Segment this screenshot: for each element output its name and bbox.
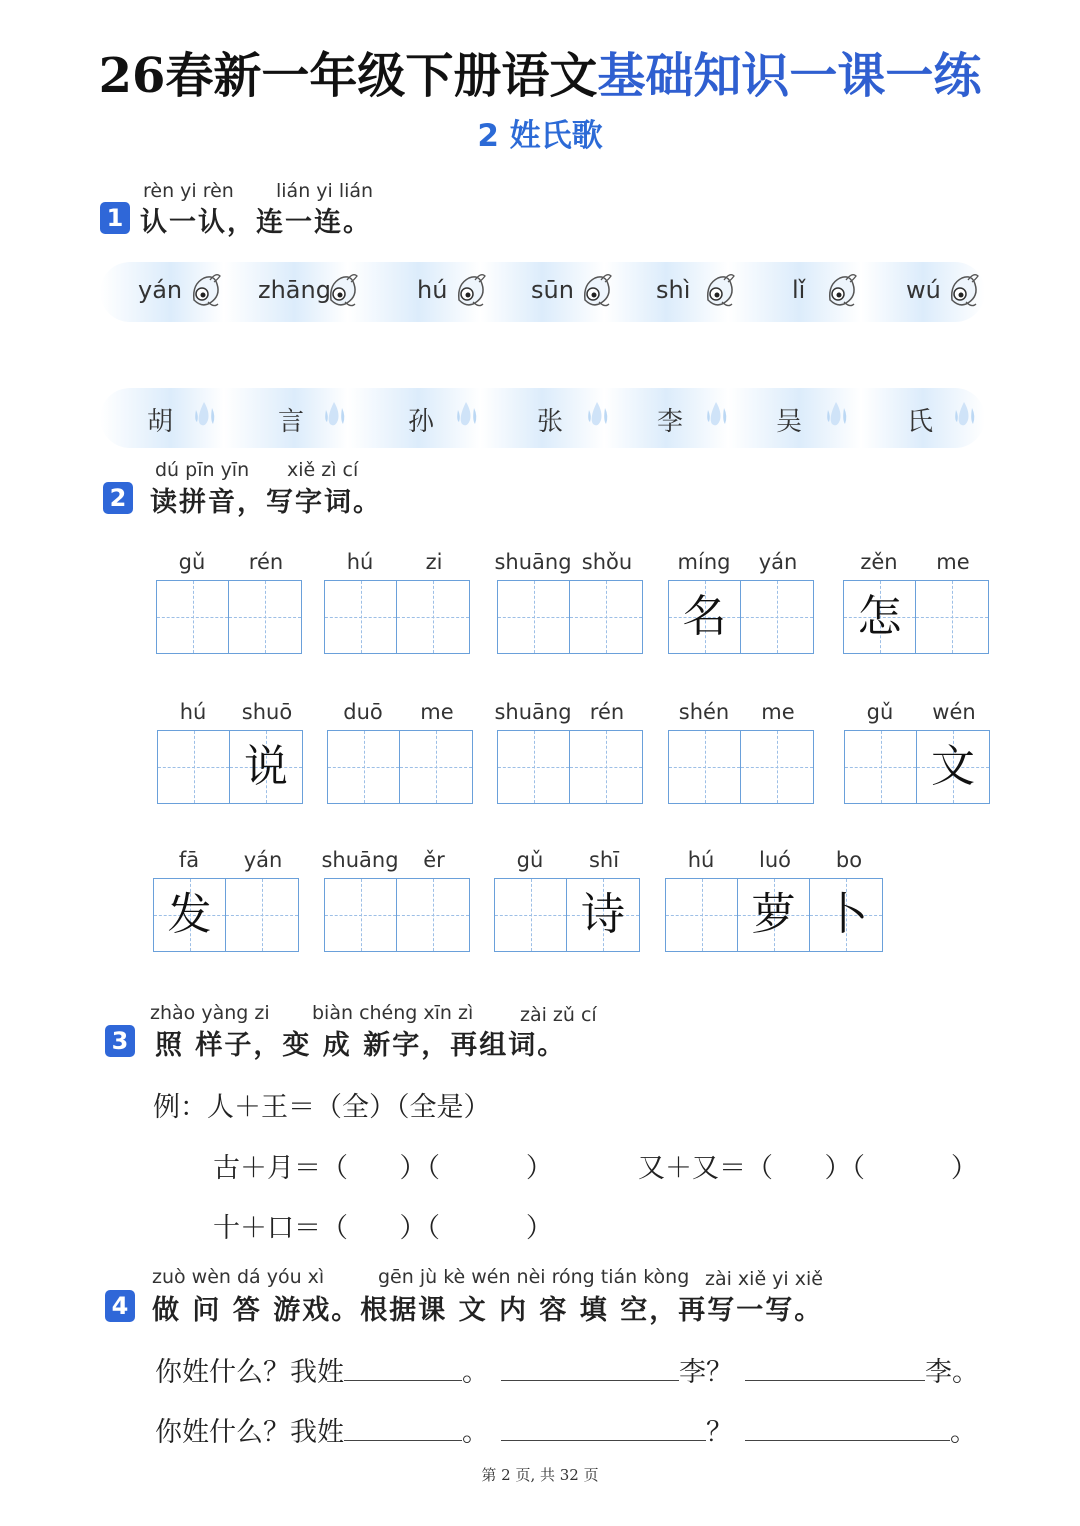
- writing-grid: [153, 878, 299, 952]
- writing-cell-char: 发: [167, 889, 212, 940]
- grid-pinyin: shén: [678, 700, 730, 724]
- q4-line1-p1: 。: [462, 1357, 489, 1388]
- splash-char-label[interactable]: 氏: [907, 407, 934, 437]
- writing-cell-char: [158, 731, 229, 803]
- writing-cell-char: [570, 581, 642, 653]
- writing-cell[interactable]: [158, 731, 230, 803]
- writing-cell-char: [741, 731, 813, 803]
- page-title: [0, 44, 1080, 108]
- writing-cell-char: [498, 581, 569, 653]
- writing-cell-char: [229, 581, 301, 653]
- grid-pinyin: rén: [589, 700, 625, 724]
- writing-cell-char: [845, 731, 916, 803]
- writing-cell-char: [397, 879, 469, 951]
- water-splash-icon: [190, 398, 218, 432]
- grid-pinyin: shuāng: [494, 550, 572, 574]
- water-splash-icon: [452, 398, 480, 432]
- water-splash-icon: [583, 398, 611, 432]
- writing-cell[interactable]: [397, 581, 469, 653]
- writing-cell[interactable]: [570, 581, 642, 653]
- grid-pinyin: shuō: [241, 700, 293, 724]
- q2-pinyin-2: xiě zì cí: [287, 459, 359, 481]
- writing-grid: [324, 878, 470, 952]
- writing-cell[interactable]: [741, 731, 813, 803]
- q4-line1-p2: 李？: [679, 1357, 733, 1388]
- writing-cell[interactable]: [498, 581, 570, 653]
- writing-cell-char: [157, 581, 228, 653]
- writing-cell[interactable]: [325, 581, 397, 653]
- q1-number-badge: 1: [100, 202, 130, 234]
- writing-grid: [665, 878, 883, 952]
- q3-pinyin-1: zhào yàng zi: [150, 1002, 270, 1024]
- writing-cell[interactable]: [669, 731, 741, 803]
- writing-cell-char: 卜: [824, 889, 868, 940]
- writing-cell-char: [325, 581, 396, 653]
- writing-cell[interactable]: [669, 581, 741, 653]
- q2-pinyin-1: dú pīn yīn: [155, 459, 250, 481]
- grid-pinyin: gǔ: [516, 848, 544, 872]
- q1-instruction: 认一认，连一连。: [140, 207, 372, 238]
- writing-cell-char: [226, 879, 298, 951]
- title-part-1: 26春新一年级下册语文: [98, 48, 598, 104]
- writing-cell[interactable]: [397, 879, 469, 951]
- q3-pinyin-2: biàn chéng xīn zì: [312, 1002, 474, 1024]
- writing-cell-char: 名: [682, 591, 727, 642]
- writing-cell[interactable]: [844, 581, 916, 653]
- grid-pinyin: hú: [179, 700, 207, 724]
- writing-cell[interactable]: [738, 879, 810, 951]
- writing-cell[interactable]: [741, 581, 813, 653]
- fish-pinyin-label[interactable]: wú: [906, 276, 941, 304]
- q4-line2-p3: 。: [950, 1417, 977, 1448]
- writing-cell-char: 说: [244, 741, 288, 792]
- writing-cell-char: 文: [931, 741, 975, 792]
- q2-number-badge: 2: [103, 482, 133, 514]
- writing-cell[interactable]: [328, 731, 400, 803]
- writing-cell[interactable]: [400, 731, 472, 803]
- q4-line1-blank-2[interactable]: [501, 1354, 679, 1381]
- q1-pinyin-2: lián yi lián: [276, 180, 374, 202]
- grid-pinyin: shǒu: [581, 550, 633, 574]
- writing-cell-char: [495, 879, 566, 951]
- grid-pinyin: gǔ: [866, 700, 894, 724]
- q4-pinyin-2: gēn jù kè wén nèi róng tián kòng: [378, 1266, 690, 1288]
- writing-cell[interactable]: [157, 581, 229, 653]
- writing-cell-char: [328, 731, 399, 803]
- writing-cell-char: 萝: [751, 889, 796, 940]
- grid-pinyin: míng: [677, 550, 731, 574]
- q4-pinyin-1: zuò wèn dá yóu xì: [152, 1266, 325, 1288]
- writing-cell-char: [570, 731, 642, 803]
- writing-cell[interactable]: [229, 581, 301, 653]
- q4-instruction: 做 问 答 游戏。根据课 文 内 容 填 空，再写一写。: [152, 1295, 824, 1326]
- q3-number-badge: 3: [105, 1025, 135, 1057]
- q4-line2-blank-1[interactable]: [344, 1414, 462, 1441]
- grid-pinyin: bo: [835, 848, 863, 872]
- q4-line2-p2: ？: [706, 1417, 733, 1448]
- splash-char-label[interactable]: 吴: [776, 407, 803, 437]
- splash-char-label[interactable]: 言: [278, 407, 305, 437]
- writing-cell[interactable]: [154, 879, 226, 951]
- writing-cell-char: [741, 581, 813, 653]
- writing-cell[interactable]: [325, 879, 397, 951]
- writing-cell-char: [498, 731, 569, 803]
- q4-line1-ask: 你姓什么？我姓: [155, 1357, 344, 1388]
- fish-pinyin-label[interactable]: hú: [417, 276, 448, 304]
- grid-pinyin: zěn: [860, 550, 898, 574]
- q3-line1-right: 又＋又＝（ ）（ ）: [638, 1153, 978, 1184]
- writing-cell-char: 诗: [581, 889, 625, 940]
- writing-cell[interactable]: [810, 879, 882, 951]
- fish-pinyin-label[interactable]: zhāng: [258, 276, 331, 304]
- writing-grid: [668, 580, 814, 654]
- q3-line2: 十＋口＝（ ）（ ）: [213, 1213, 553, 1244]
- writing-grid: [844, 730, 990, 804]
- fish-pinyin-label[interactable]: sūn: [531, 276, 574, 304]
- writing-cell-char: [666, 879, 737, 951]
- grid-pinyin: luó: [759, 848, 791, 872]
- writing-grid: [843, 580, 989, 654]
- q4-line2-blank-2[interactable]: [501, 1414, 706, 1441]
- grid-pinyin: yán: [243, 848, 283, 872]
- writing-grid: [156, 580, 302, 654]
- fish-pinyin-label[interactable]: yán: [138, 276, 183, 304]
- q4-line2-blank-3[interactable]: [745, 1414, 950, 1441]
- writing-cell[interactable]: [917, 731, 989, 803]
- q1-pinyin-1: rèn yi rèn: [143, 180, 234, 202]
- page-footer: 第 2 页, 共 32 页: [481, 1466, 599, 1484]
- writing-grid: [327, 730, 473, 804]
- grid-pinyin: me: [936, 550, 970, 574]
- grid-pinyin: hú: [346, 550, 374, 574]
- q4-pinyin-3: zài xiě yi xiě: [705, 1268, 823, 1290]
- splash-char-label[interactable]: 张: [537, 407, 564, 437]
- fish-icon: [702, 270, 736, 310]
- fish-icon: [453, 270, 487, 310]
- q3-pinyin-3: zài zǔ cí: [520, 1004, 597, 1026]
- writing-cell-char: 怎: [857, 591, 902, 642]
- splash-char-label[interactable]: 孙: [408, 407, 435, 437]
- fish-icon: [188, 270, 222, 310]
- writing-grid: [497, 580, 643, 654]
- writing-cell-char: [400, 731, 472, 803]
- writing-grid: [324, 580, 470, 654]
- grid-pinyin: me: [761, 700, 795, 724]
- grid-pinyin: rén: [248, 550, 284, 574]
- writing-cell[interactable]: [226, 879, 298, 951]
- fish-pinyin-label[interactable]: lǐ: [792, 276, 806, 304]
- writing-grid: [494, 878, 640, 952]
- water-splash-icon: [950, 398, 978, 432]
- writing-cell-char: [669, 731, 740, 803]
- grid-pinyin: shuāng: [494, 700, 572, 724]
- q3-instruction: 照 样子，变 成 新字，再组词。: [155, 1030, 567, 1061]
- splash-char-label[interactable]: 胡: [147, 407, 174, 437]
- lesson-title: 2 姓氏歌: [477, 118, 603, 154]
- water-splash-icon: [702, 398, 730, 432]
- writing-grid: [497, 730, 643, 804]
- q4-line1-p3: 李。: [925, 1357, 979, 1388]
- grid-pinyin: fā: [178, 848, 200, 872]
- title-part-2: 基础知识一课一练: [597, 48, 982, 104]
- writing-grid: [157, 730, 303, 804]
- water-splash-icon: [320, 398, 348, 432]
- grid-pinyin: zi: [425, 550, 443, 574]
- writing-cell[interactable]: [498, 731, 570, 803]
- writing-cell[interactable]: [570, 731, 642, 803]
- writing-cell[interactable]: [916, 581, 988, 653]
- q4-line1-blank-3[interactable]: [745, 1354, 925, 1381]
- grid-pinyin: yán: [758, 550, 798, 574]
- grid-pinyin: shī: [588, 848, 620, 872]
- grid-pinyin: gǔ: [178, 550, 206, 574]
- grid-pinyin: duō: [343, 700, 383, 724]
- fish-icon: [579, 270, 613, 310]
- grid-pinyin: shuāng: [321, 848, 399, 872]
- grid-pinyin: hú: [687, 848, 715, 872]
- water-splash-icon: [822, 398, 850, 432]
- fish-icon: [325, 270, 359, 310]
- writing-cell[interactable]: [666, 879, 738, 951]
- q3-line1-left: 古＋月＝（ ）（ ）: [213, 1153, 553, 1184]
- q4-number-badge: 4: [105, 1290, 135, 1322]
- fish-pinyin-label[interactable]: shì: [656, 276, 691, 304]
- writing-cell[interactable]: [495, 879, 567, 951]
- grid-pinyin: wén: [932, 700, 976, 724]
- q4-line2: [155, 1410, 977, 1449]
- grid-pinyin: me: [420, 700, 454, 724]
- writing-cell[interactable]: [567, 879, 639, 951]
- writing-cell[interactable]: [230, 731, 302, 803]
- q3-example: 例：人＋王＝（全）（全是）: [153, 1092, 491, 1123]
- writing-cell-char: [397, 581, 469, 653]
- q4-line2-ask: 你姓什么？我姓: [155, 1417, 344, 1448]
- splash-char-label[interactable]: 李: [657, 407, 684, 437]
- writing-cell[interactable]: [845, 731, 917, 803]
- q4-line1-blank-1[interactable]: [344, 1354, 462, 1381]
- writing-grid: [668, 730, 814, 804]
- q4-line1: [155, 1350, 979, 1389]
- q2-instruction: 读拼音，写字词。: [150, 487, 382, 518]
- writing-cell-char: [325, 879, 396, 951]
- fish-icon: [946, 270, 980, 310]
- writing-cell-char: [916, 581, 988, 653]
- q4-line2-p1: 。: [462, 1417, 489, 1448]
- fish-icon: [824, 270, 858, 310]
- grid-pinyin: ěr: [423, 848, 445, 872]
